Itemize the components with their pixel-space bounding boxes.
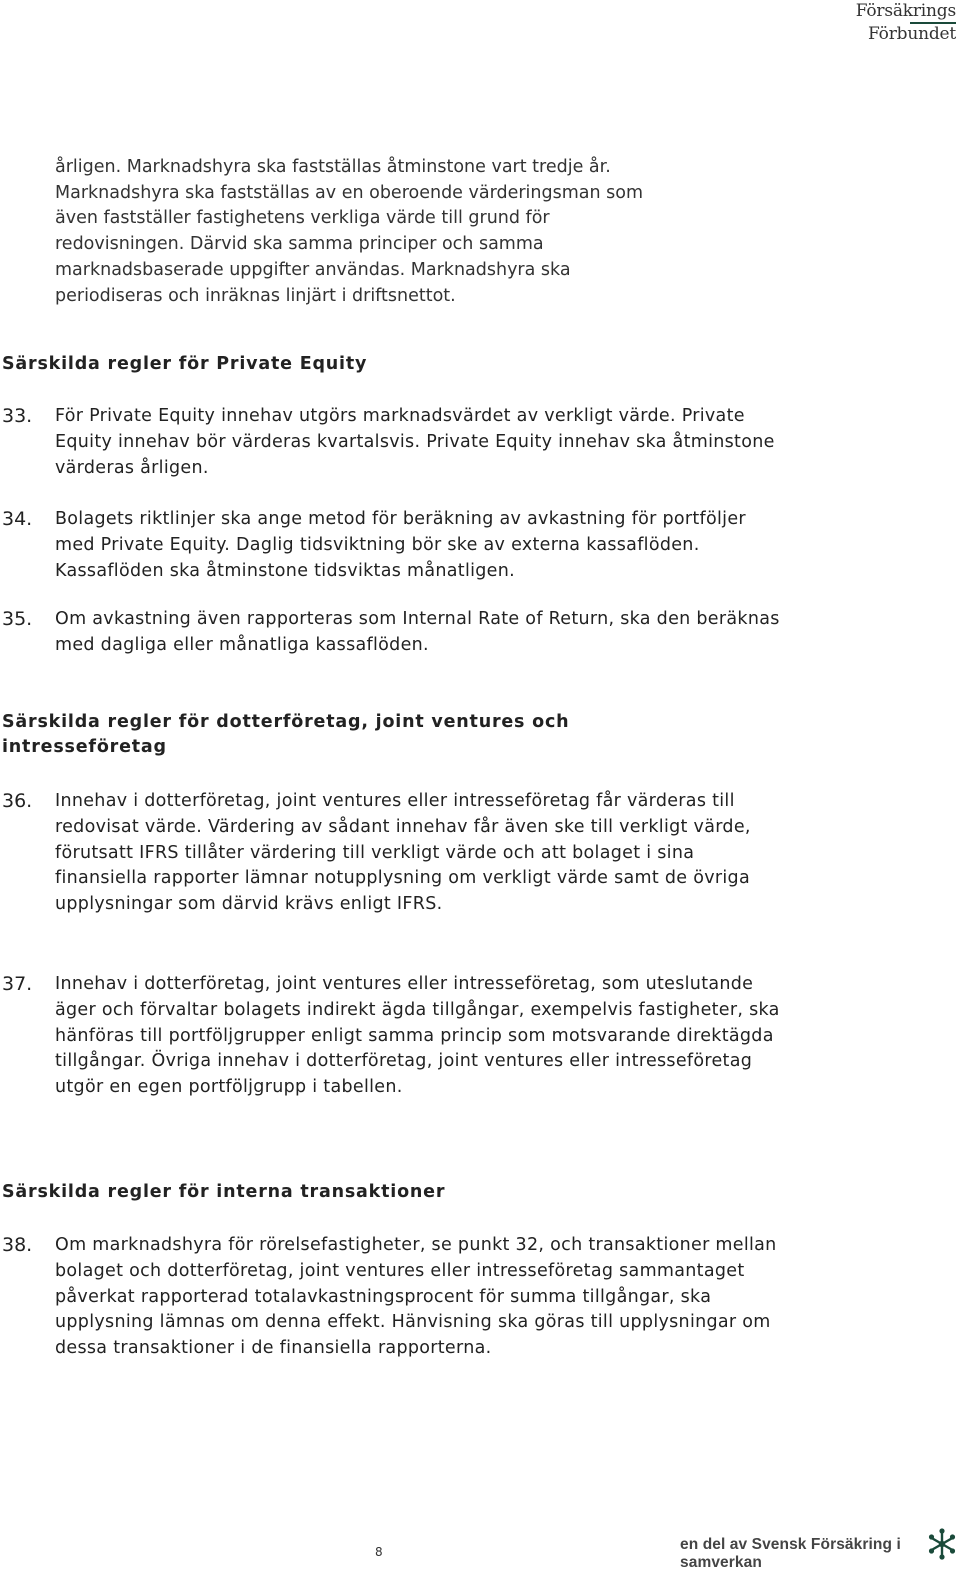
intro-line: Marknadshyra ska fastställas av en oberoende värderingsman som bbox=[55, 182, 644, 203]
clause-text: Bolagets riktlinjer ska ange metod för beräkning av avkastning för portföljer med Private Equity. Daglig tidsviktning bör ske av externa kassaflöden. Kassaflöden ska åtminstone tidsviktas månatligen. bbox=[55, 509, 746, 581]
clause-number: 35. bbox=[2, 608, 33, 630]
clause-number: 33. bbox=[2, 405, 33, 427]
heading-subsidiaries: Särskilda regler för dotterföretag, joint ventures och intresseföretag bbox=[2, 712, 570, 757]
heading-internal-transactions: Särskilda regler för interna transaktioner bbox=[2, 1182, 446, 1202]
svensk-forsakring-asterisk-icon bbox=[928, 1528, 956, 1560]
clause-number: 38. bbox=[2, 1234, 33, 1256]
intro-line: även fastställer fastighetens verkliga värde till grund för bbox=[55, 208, 550, 229]
clause-33 bbox=[2, 404, 782, 481]
clause-37 bbox=[2, 972, 782, 1101]
clause-number: 34. bbox=[2, 508, 33, 530]
logo-line-2: Förbundet bbox=[868, 24, 956, 44]
intro-line: marknadsbaserade uppgifter användas. Marknadshyra ska bbox=[55, 259, 571, 280]
forsakringsforbundet-logo bbox=[856, 2, 956, 44]
footer-tagline: en del av Svensk Försäkring i samverkan bbox=[680, 1536, 901, 1571]
logo-line-1: Försäkrings bbox=[855, 1, 956, 21]
intro-line: redovisningen. Därvid ska samma principer och samma bbox=[55, 234, 544, 255]
intro-paragraph bbox=[55, 155, 755, 309]
intro-line: årligen. Marknadshyra ska fastställas åtminstone vart tredje år. bbox=[55, 157, 611, 177]
clause-36 bbox=[2, 789, 782, 918]
clause-38 bbox=[2, 1233, 782, 1362]
clause-text: För Private Equity innehav utgörs marknadsvärdet av verkligt värde. Private Equity innehav bör värderas kvartalsvis. Private Equity innehav ska åtminstone värderas årligen. bbox=[55, 406, 775, 478]
intro-line: periodiseras och inräknas linjärt i driftsnettot. bbox=[55, 285, 456, 306]
page-number: 8 bbox=[375, 1545, 383, 1559]
heading-private-equity: Särskilda regler för Private Equity bbox=[2, 354, 368, 374]
clause-text: Om marknadshyra för rörelsefastigheter, se punkt 32, och transaktioner mellan bolaget och dotterföretag, joint ventures eller intresseföretag sammantaget påverkat rapporterad totalavkastningsprocent för summa tillgångar, ska upplysning lämnas om denna effekt. Hänvisning ska göras till upplysningar om dessa transaktioner i de finansiella rapporterna. bbox=[55, 1235, 777, 1359]
clause-34 bbox=[2, 507, 782, 584]
clause-text: Innehav i dotterföretag, joint ventures eller intresseföretag, som uteslutande äger och förvaltar bolagets indirekt ägda tillgångar, exempelvis fastigheter, ska hänföras till portföljgrupper enligt samma princip som motsvarande direktägda tillgångar. Övriga innehav i dotterföretag, joint ventures eller intresseföretag utgör en egen portföljgrupp i tabellen. bbox=[55, 974, 780, 1098]
clause-number: 36. bbox=[2, 790, 33, 812]
clause-text: Innehav i dotterföretag, joint ventures eller intresseföretag får värderas till redovisat värde. Värdering av sådant innehav får även ske till verkligt värde, förutsatt IFRS tillåter värdering till verkligt värde och att bolaget i sina finansiella rapporter lämnar notupplysning om verkligt värde samt de övriga upplysningar som därvid krävs enligt IFRS. bbox=[55, 791, 751, 915]
clause-text: Om avkastning även rapporteras som Internal Rate of Return, ska den beräknas med dagliga eller månatliga kassaflöden. bbox=[55, 609, 780, 655]
clause-35 bbox=[2, 607, 782, 659]
clause-number: 37. bbox=[2, 973, 33, 995]
